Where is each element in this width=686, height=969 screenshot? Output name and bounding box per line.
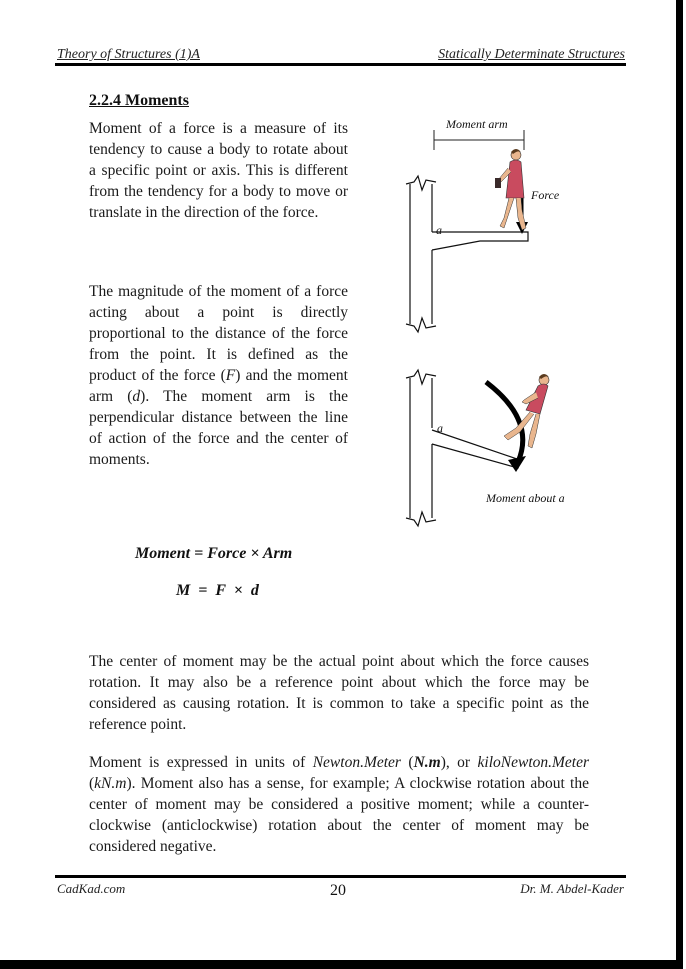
woman-standing-icon bbox=[495, 149, 526, 230]
paragraph-center-of-moment: The center of moment may be the actual point about which the force causes rotation. It may also be a reference point about which the force may be considered as causing rotation. It is common to take a specific point as the reference point. bbox=[89, 653, 589, 733]
moment-illustration bbox=[400, 110, 610, 530]
unit-newton-meter: Newton.Meter bbox=[312, 754, 401, 771]
header-rule bbox=[55, 63, 626, 66]
paragraph-text: ( bbox=[400, 754, 414, 771]
point-a-bottom-label: a bbox=[437, 421, 443, 435]
unit-knm-abbr: kN.m bbox=[94, 775, 127, 792]
force-symbol: F bbox=[225, 367, 236, 384]
woman-leaning-icon bbox=[504, 374, 549, 448]
paragraph-moment-units bbox=[89, 752, 589, 857]
header-chapter-title: Statically Determinate Structures bbox=[438, 47, 625, 62]
footer-website: CadKad.com bbox=[57, 881, 126, 896]
footer-author: Dr. M. Abdel-Kader bbox=[520, 881, 624, 896]
equation-moment-symbols: M = F × d bbox=[176, 582, 259, 599]
force-label: Force bbox=[531, 188, 560, 202]
unit-nm-abbr: N.m bbox=[413, 754, 441, 771]
moment-arm-dimension bbox=[434, 130, 524, 150]
unit-kilonewton-meter: kiloNewton.Meter bbox=[477, 754, 590, 771]
moment-arm-label: Moment arm bbox=[446, 117, 508, 131]
page-border-right bbox=[676, 0, 683, 969]
paragraph-moment-magnitude bbox=[89, 281, 348, 470]
equation-moment-words: Moment = Force × Arm bbox=[135, 545, 293, 562]
paragraph-moment-definition: Moment of a force is a measure of its tendency to cause a body to rotate about a specific point or axis. This is different from the tendency for a body to move or translate in the direction of the force. bbox=[89, 120, 348, 221]
header-course-title: Theory of Structures (1)A bbox=[57, 47, 200, 62]
page-number: 20 bbox=[330, 882, 346, 899]
paragraph-text: ( bbox=[89, 775, 95, 792]
paragraph-text: The magnitude of the moment of a force acting about a point is directly proportional to the distance of the force from the point. It is defined as the product of the force ( bbox=[89, 283, 348, 384]
paragraph-text: ), or bbox=[440, 754, 478, 771]
section-title: 2.2.4 Moments bbox=[89, 92, 189, 109]
paragraph-text: ). Moment also has a sense, for example; A clockwise rotation about the center of moment may be considered a positive moment; while a counter-clockwise (anticlockwise) rotation about the center of moment may be considered negative. bbox=[89, 775, 589, 855]
paragraph-text: Moment is expressed in units of bbox=[89, 754, 313, 771]
footer-rule bbox=[55, 875, 626, 878]
paragraph-text: ) and the moment arm ( bbox=[89, 367, 348, 405]
page-border-bottom bbox=[0, 960, 683, 969]
point-a-top-label: a bbox=[436, 223, 442, 237]
paragraph-text: ). The moment arm is the perpendicular distance between the line of action of the force and the center of moments. bbox=[89, 388, 348, 468]
moment-about-label: Moment about a bbox=[486, 491, 565, 505]
arm-symbol: d bbox=[132, 388, 141, 405]
